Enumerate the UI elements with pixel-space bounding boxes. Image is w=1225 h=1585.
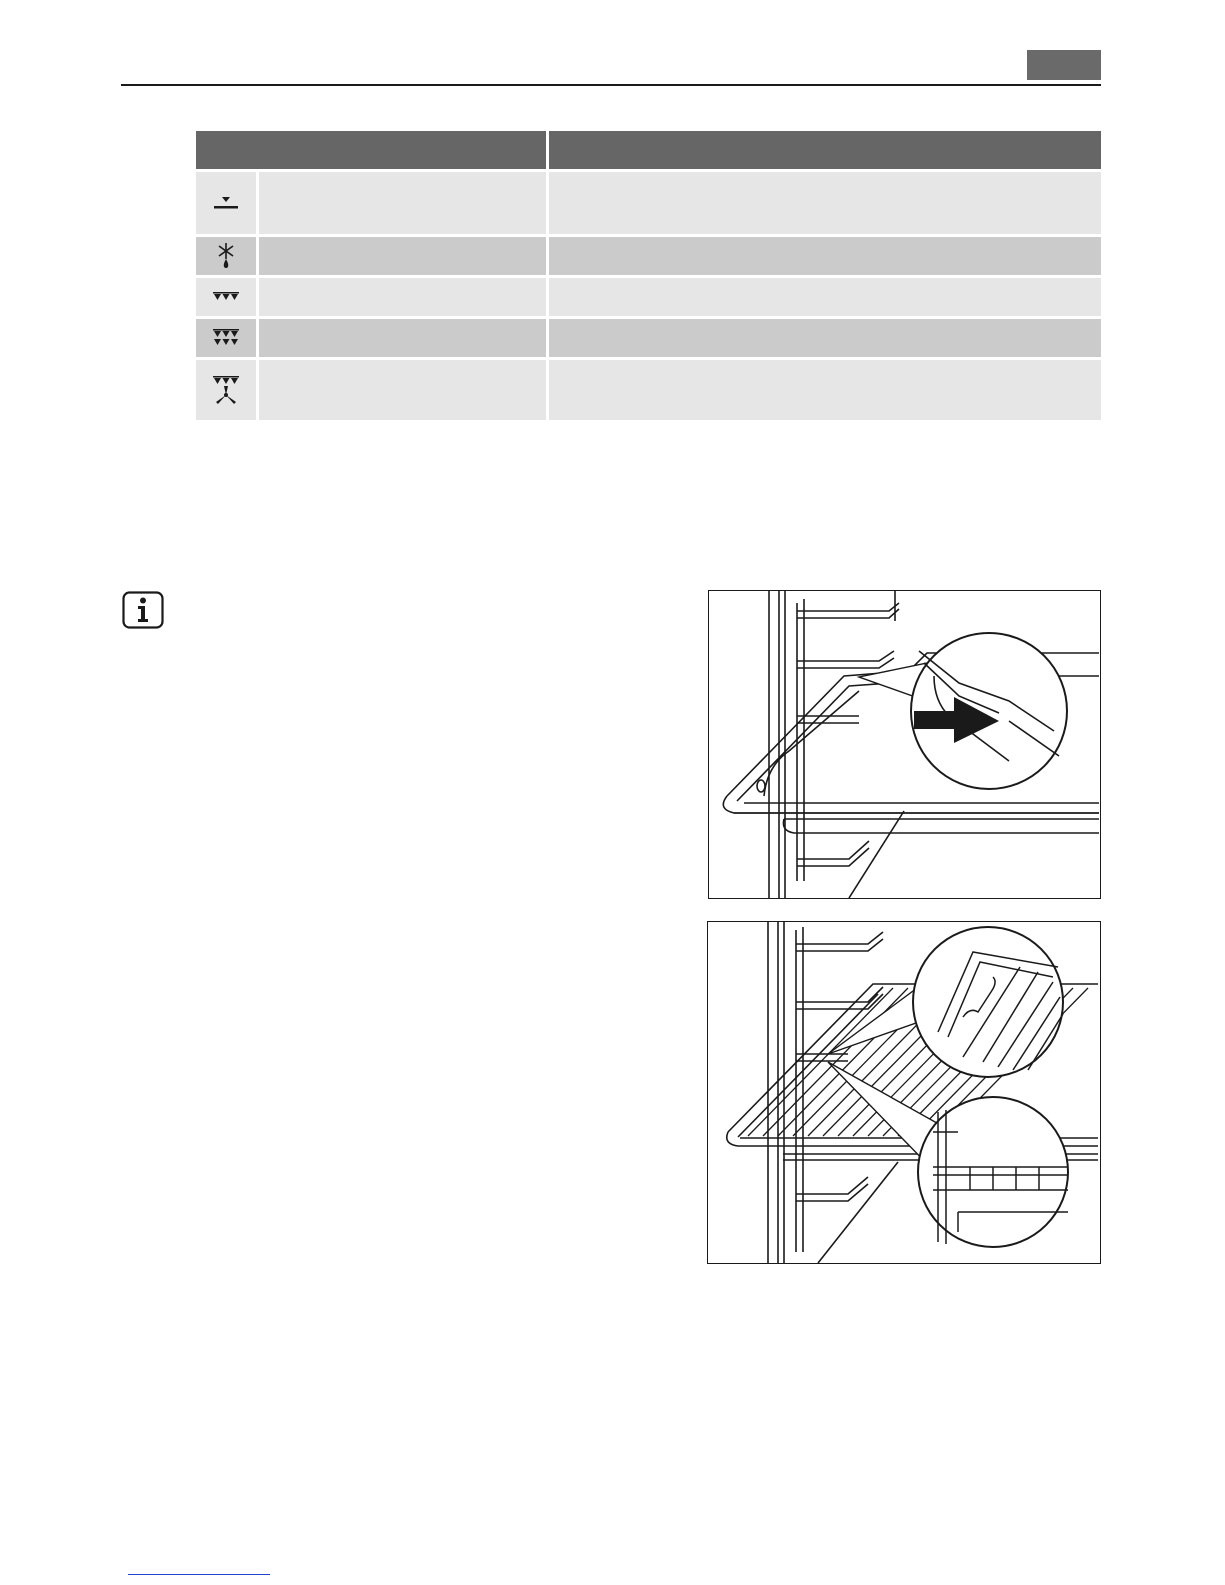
bottom-heat-icon — [196, 169, 259, 234]
table-row — [196, 234, 1101, 275]
table-row — [196, 275, 1101, 316]
double-grill-icon — [196, 316, 259, 357]
table-row — [196, 357, 1101, 420]
function-name — [259, 316, 549, 357]
footer-link[interactable] — [128, 1574, 270, 1575]
column-header-function — [196, 131, 549, 169]
oven-tray-insertion-illustration — [708, 590, 1101, 899]
header-rule — [121, 84, 1101, 86]
function-description — [549, 234, 1101, 275]
function-description — [549, 169, 1101, 234]
column-header-description — [549, 131, 1101, 169]
info-icon — [122, 591, 164, 629]
function-name — [259, 275, 549, 316]
function-description — [549, 357, 1101, 420]
oven-functions-table — [196, 131, 1101, 420]
function-name — [259, 357, 549, 420]
grill-icon — [196, 275, 259, 316]
defrost-icon — [196, 234, 259, 275]
table-row — [196, 316, 1101, 357]
function-description — [549, 316, 1101, 357]
function-description — [549, 275, 1101, 316]
turbo-grill-icon — [196, 357, 259, 420]
page-tab — [1027, 50, 1101, 80]
function-name — [259, 169, 549, 234]
table-header-row — [196, 131, 1101, 169]
function-name — [259, 234, 549, 275]
oven-shelf-insertion-illustration — [707, 921, 1101, 1264]
table-row — [196, 169, 1101, 234]
